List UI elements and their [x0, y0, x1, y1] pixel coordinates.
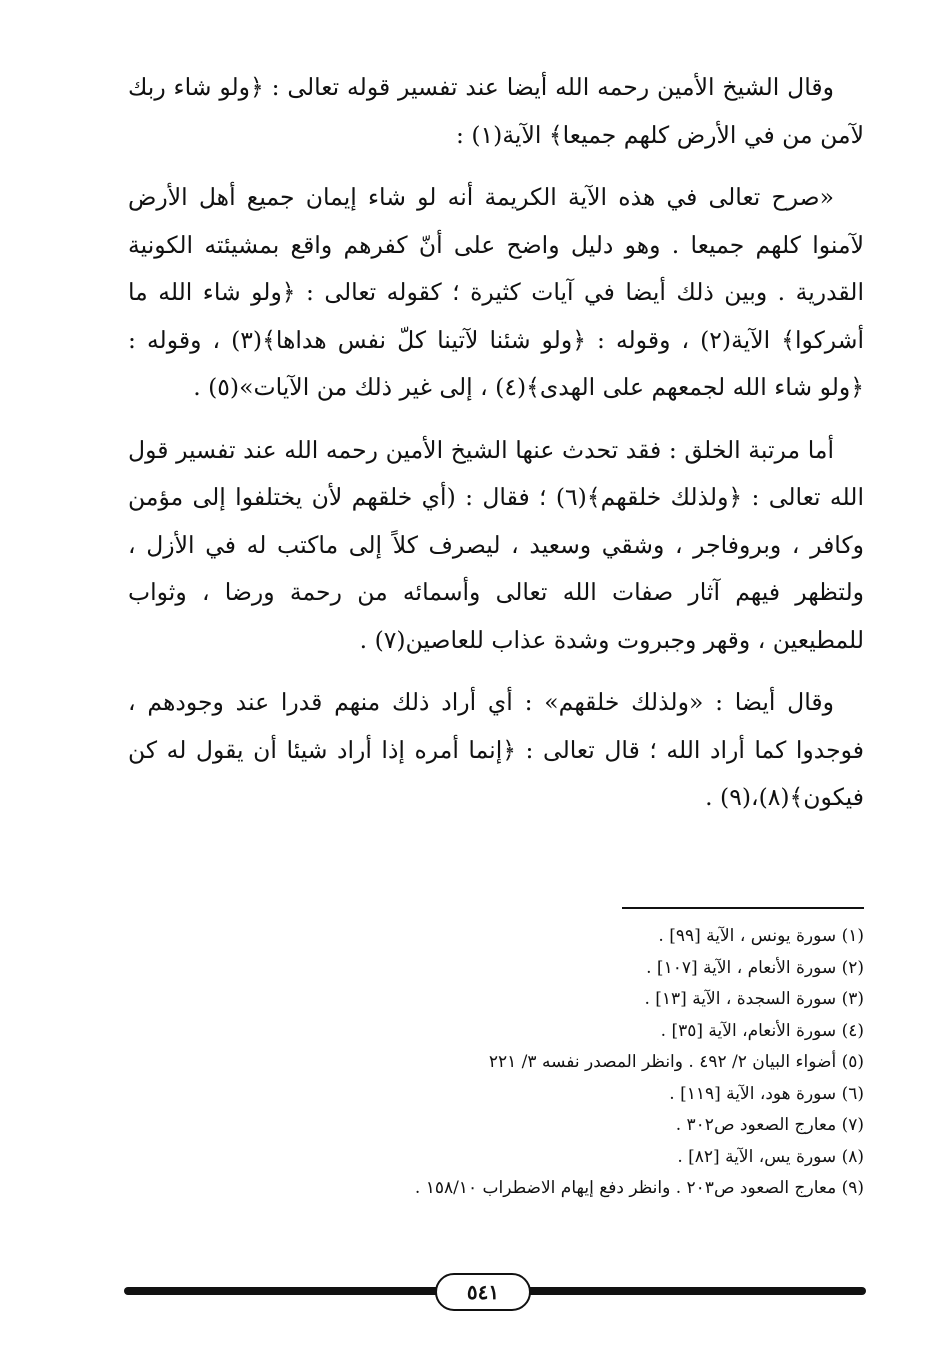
paragraph-4: وقال أيضا : «ولذلك خلقهم» : أي أراد ذلك منهم قدرا عند وجودهم ، فوجدوا كما أراد الله ؛ قال تعالى : ﴿إنما أمره إذا أراد شيئا أن يقول له كن فيكون﴾(٨)،(٩) .: [128, 688, 864, 811]
footnote-8: (٨) سورة يس، الآية [٨٢] .: [677, 1146, 864, 1167]
paragraph-2: «صرح تعالى في هذه الآية الكريمة أنه لو شاء إيمان جميع أهل الأرض لآمنوا كلهم جميعا . وهو دليل واضح على أنّ كفرهم واقع بمشيئته الكونية القدرية . وبين ذلك أيضا في آيات كثيرة ؛ كقوله تعالى : ﴿ولو شاء الله ما أشركوا﴾ الآية(٢) ، وقوله : ﴿ولو شئنا لآتينا كلّ نفس هداها﴾(٣) ، وقوله : ﴿ولو شاء الله لجمعهم على الهدى﴾(٤) ، إلى غير ذلك من الآيات»(٥) .: [128, 183, 864, 401]
paragraph-1: وقال الشيخ الأمين رحمه الله أيضا عند تفسير قوله تعالى : ﴿ولو شاء ربك لآمن من في الأرض كلهم جميعا﴾ الآية(١) :: [128, 73, 864, 149]
footnotes: [300, 921, 864, 1205]
footnote-4: (٤) سورة الأنعام، الآية [٣٥] .: [660, 1020, 864, 1041]
footnote-9: (٩) معارج الصعود ص٢٠٣ . وانظر دفع إيهام الاضطراب ١٥٨/١٠ .: [414, 1178, 864, 1198]
footnote-6: (٦) سورة هود، الآية [١١٩] .: [669, 1083, 864, 1104]
paragraph-3: أما مرتبة الخلق : فقد تحدث عنها الشيخ الأمين رحمه الله عند تفسير قول الله تعالى : ﴿ولذلك خلقهم﴾(٦) ؛ فقال : (أي خلقهم لأن يختلفوا إلى مؤمن وكافر ، وبروفاجر ، وشقي وسعيد ، ليصرف كلاً إلى ماكتب له في الأزل ، ولتظهر فيهم آثار صفات الله تعالى وأسمائه من رحمة ورضا ، وثواب للمطيعين ، وقهر وجبروت وشدة عذاب للعاصين(٧) .: [128, 435, 864, 654]
main-text: [128, 64, 864, 837]
footnote-3: (٣) سورة السجدة ، الآية [١٣] .: [644, 989, 864, 1009]
footnote-divider: [622, 907, 864, 909]
footnote-1: (١) سورة يونس ، الآية [٩٩] .: [658, 926, 864, 946]
page-number: ٥٤١: [435, 1273, 531, 1311]
footnote-7: (٧) معارج الصعود ص٣٠٢ .: [675, 1115, 864, 1135]
footnote-2: (٢) سورة الأنعام ، الآية [١٠٧] .: [646, 957, 864, 978]
footnote-5: (٥) أضواء البيان ٢/ ٤٩٢ . وانظر المصدر نفسه ٣/ ٢٢١: [488, 1052, 864, 1072]
